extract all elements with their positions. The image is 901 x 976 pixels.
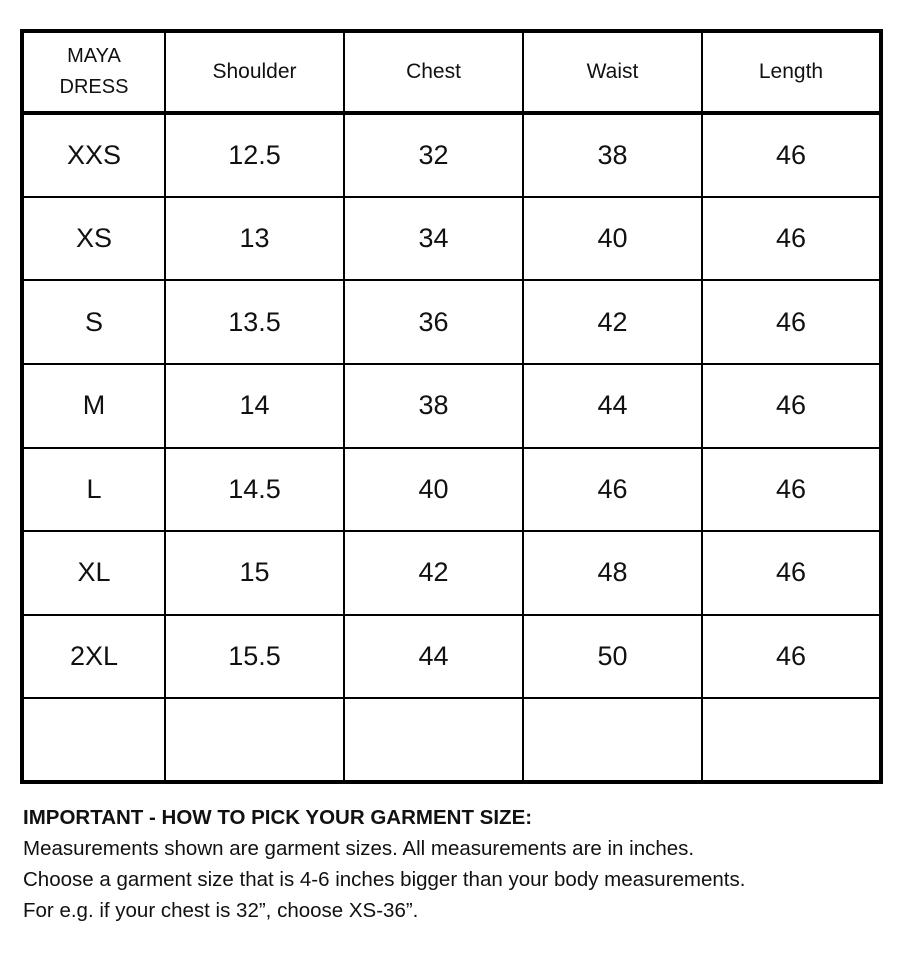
shoulder-cell: 13.5 <box>165 280 344 364</box>
table-row <box>22 113 881 197</box>
size-cell: XXS <box>22 113 165 197</box>
shoulder-cell: 15 <box>165 531 344 615</box>
waist-cell: 40 <box>523 197 702 281</box>
size-chart-table <box>20 29 883 784</box>
shoulder-cell: 12.5 <box>165 113 344 197</box>
column-header-waist: Waist <box>523 31 702 113</box>
size-cell: S <box>22 280 165 364</box>
length-cell: 46 <box>702 364 881 448</box>
table-row <box>22 531 881 615</box>
empty-cell <box>523 698 702 782</box>
chest-cell: 40 <box>344 448 523 532</box>
product-name-line2: DRESS <box>59 76 129 98</box>
chest-cell: 42 <box>344 531 523 615</box>
chest-cell: 34 <box>344 197 523 281</box>
empty-cell <box>22 698 165 782</box>
waist-cell: 50 <box>523 615 702 699</box>
column-header-chest: Chest <box>344 31 523 113</box>
size-cell: XL <box>22 531 165 615</box>
waist-cell: 48 <box>523 531 702 615</box>
length-cell: 46 <box>702 113 881 197</box>
notes-heading: IMPORTANT - HOW TO PICK YOUR GARMENT SIZE: <box>23 806 533 829</box>
chest-cell: 38 <box>344 364 523 448</box>
chest-cell: 32 <box>344 113 523 197</box>
shoulder-cell: 14.5 <box>165 448 344 532</box>
empty-cell <box>702 698 881 782</box>
shoulder-cell: 14 <box>165 364 344 448</box>
waist-cell: 46 <box>523 448 702 532</box>
table-row <box>22 364 881 448</box>
column-header-length: Length <box>702 31 881 113</box>
shoulder-cell: 15.5 <box>165 615 344 699</box>
size-cell: 2XL <box>22 615 165 699</box>
product-name-line1: MAYA <box>67 45 121 67</box>
waist-cell: 38 <box>523 113 702 197</box>
table-row <box>22 197 881 281</box>
chest-cell: 44 <box>344 615 523 699</box>
empty-cell <box>165 698 344 782</box>
notes-line-3: For e.g. if your chest is 32”, choose XS-36”. <box>23 899 419 922</box>
size-cell: L <box>22 448 165 532</box>
length-cell: 46 <box>702 197 881 281</box>
length-cell: 46 <box>702 531 881 615</box>
table-row <box>22 280 881 364</box>
shoulder-cell: 13 <box>165 197 344 281</box>
size-cell: XS <box>22 197 165 281</box>
notes-line-2: Choose a garment size that is 4-6 inches bigger than your body measurements. <box>23 868 746 891</box>
table-header-row <box>22 31 881 113</box>
waist-cell: 44 <box>523 364 702 448</box>
notes-line-1: Measurements shown are garment sizes. All measurements are in inches. <box>23 837 695 860</box>
chest-cell: 36 <box>344 280 523 364</box>
column-header-shoulder: Shoulder <box>165 31 344 113</box>
length-cell: 46 <box>702 448 881 532</box>
length-cell: 46 <box>702 615 881 699</box>
table-row <box>22 615 881 699</box>
sizing-notes <box>23 802 883 926</box>
empty-table-row <box>22 698 881 782</box>
waist-cell: 42 <box>523 280 702 364</box>
empty-cell <box>344 698 523 782</box>
table-row <box>22 448 881 532</box>
length-cell: 46 <box>702 280 881 364</box>
product-name-cell <box>22 31 165 113</box>
size-cell: M <box>22 364 165 448</box>
